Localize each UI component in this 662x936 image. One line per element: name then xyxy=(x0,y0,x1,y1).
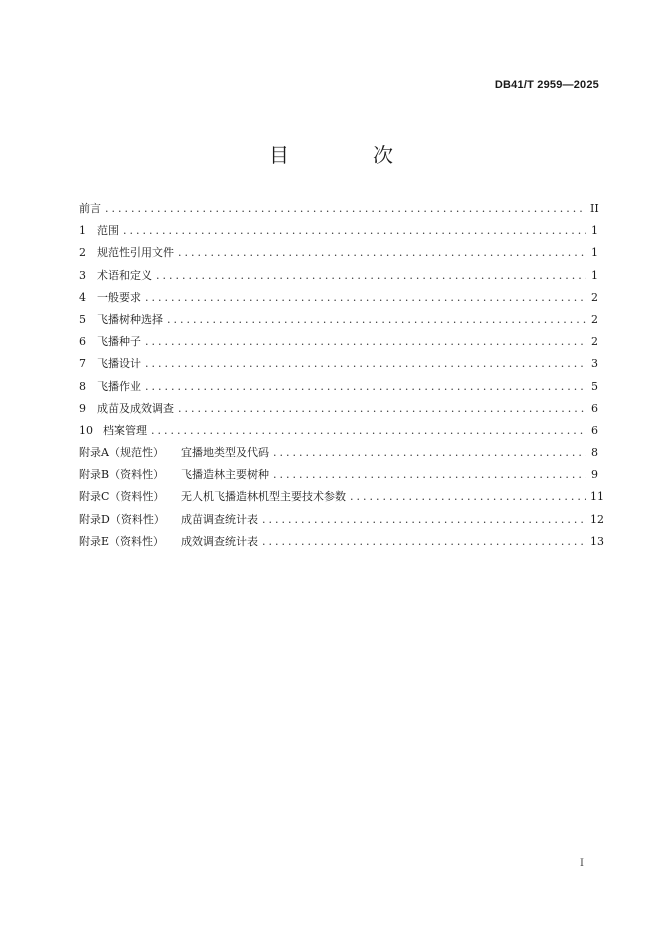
toc-entry-appendix-a[interactable] xyxy=(79,444,598,466)
toc-appendix-tag: 附录E（资料性） xyxy=(79,534,165,548)
table-of-contents xyxy=(79,200,604,555)
toc-leader-dots xyxy=(156,269,586,282)
toc-entry-label: 前言 xyxy=(79,202,101,215)
toc-entry-1[interactable] xyxy=(79,222,598,244)
toc-entry-label: 成苗调查统计表 xyxy=(181,512,258,526)
toc-entry-label: 成苗及成效调查 xyxy=(97,401,174,415)
toc-entry-label: 术语和定义 xyxy=(97,268,152,282)
toc-entry-label: 宜播地类型及代码 xyxy=(181,446,269,460)
toc-entry-appendix-d[interactable] xyxy=(79,511,604,533)
toc-appendix-tag: 附录A（规范性） xyxy=(79,446,164,460)
toc-entry-6[interactable] xyxy=(79,333,598,355)
toc-entry-label: 飞播设计 xyxy=(97,357,141,371)
toc-leader-dots xyxy=(262,535,586,548)
toc-entry-7[interactable] xyxy=(79,355,598,377)
toc-entry-page: 2 xyxy=(591,335,598,349)
toc-leader-dots xyxy=(105,202,586,215)
toc-entry-label: 飞播造林主要树种 xyxy=(181,468,269,482)
toc-entry-number: 5 xyxy=(79,312,86,326)
toc-entry-page: 2 xyxy=(591,312,598,326)
toc-leader-dots xyxy=(145,291,586,304)
toc-entry-label: 规范性引用文件 xyxy=(97,246,174,260)
toc-leader-dots xyxy=(145,357,586,370)
toc-entry-page: II xyxy=(590,202,599,215)
toc-leader-dots xyxy=(178,402,586,415)
toc-leader-dots xyxy=(123,224,586,237)
toc-entry-page: 2 xyxy=(591,290,598,304)
toc-leader-dots xyxy=(273,446,586,459)
toc-entry-label: 范围 xyxy=(97,224,119,238)
page-title: 目 次 xyxy=(269,143,425,167)
toc-entry-label: 无人机飞播造林机型主要技术参数 xyxy=(181,490,346,504)
toc-entry-label: 飞播种子 xyxy=(97,335,141,349)
toc-entry-number: 6 xyxy=(79,335,86,349)
toc-entry-page: 9 xyxy=(591,468,598,482)
toc-entry-page: 1 xyxy=(591,268,598,282)
toc-entry-number: 10 xyxy=(79,423,93,437)
toc-entry-appendix-b[interactable] xyxy=(79,466,598,488)
toc-entry-8[interactable] xyxy=(79,378,598,400)
toc-entry-page: 3 xyxy=(591,357,598,371)
toc-appendix-tag: 附录D（资料性） xyxy=(79,512,165,526)
toc-entry-page: 6 xyxy=(591,423,598,437)
toc-entry-page: 1 xyxy=(591,246,598,260)
toc-entry-preface[interactable] xyxy=(79,200,598,222)
toc-entry-page: 5 xyxy=(591,379,598,393)
toc-leader-dots xyxy=(262,513,586,526)
toc-entry-4[interactable] xyxy=(79,289,598,311)
toc-entry-page: 11 xyxy=(590,490,604,504)
toc-leader-dots xyxy=(350,490,586,503)
toc-entry-page: 1 xyxy=(591,224,598,238)
toc-entry-label: 档案管理 xyxy=(103,423,147,437)
toc-entry-5[interactable] xyxy=(79,311,598,333)
toc-leader-dots xyxy=(178,246,586,259)
toc-entry-page: 8 xyxy=(591,446,598,460)
toc-entry-label: 成效调查统计表 xyxy=(181,534,258,548)
toc-entry-label: 飞播作业 xyxy=(97,379,141,393)
toc-entry-2[interactable] xyxy=(79,244,598,266)
toc-entry-page: 13 xyxy=(590,534,604,548)
toc-entry-page: 6 xyxy=(591,401,598,415)
toc-entry-number: 2 xyxy=(79,246,86,260)
toc-entry-number: 1 xyxy=(79,224,86,238)
toc-entry-appendix-c[interactable] xyxy=(79,488,604,510)
toc-entry-3[interactable] xyxy=(79,267,598,289)
toc-entry-number: 7 xyxy=(79,357,86,371)
toc-entry-page: 12 xyxy=(590,512,604,526)
toc-entry-number: 4 xyxy=(79,290,86,304)
toc-leader-dots xyxy=(167,313,586,326)
toc-entry-9[interactable] xyxy=(79,400,598,422)
toc-leader-dots xyxy=(273,468,586,481)
toc-entry-10[interactable] xyxy=(79,422,598,444)
toc-leader-dots xyxy=(151,424,586,437)
toc-entry-label: 一般要求 xyxy=(97,290,141,304)
document-code: DB41/T 2959—2025 xyxy=(494,79,599,91)
toc-entry-number: 9 xyxy=(79,401,86,415)
page-number: I xyxy=(580,858,584,869)
toc-entry-number: 3 xyxy=(79,268,86,282)
toc-appendix-tag: 附录B（资料性） xyxy=(79,468,165,482)
toc-leader-dots xyxy=(145,380,586,393)
toc-leader-dots xyxy=(145,335,586,348)
toc-entry-number: 8 xyxy=(79,379,86,393)
toc-appendix-tag: 附录C（资料性） xyxy=(79,490,165,504)
toc-entry-appendix-e[interactable] xyxy=(79,533,604,555)
toc-entry-label: 飞播树种选择 xyxy=(97,312,163,326)
